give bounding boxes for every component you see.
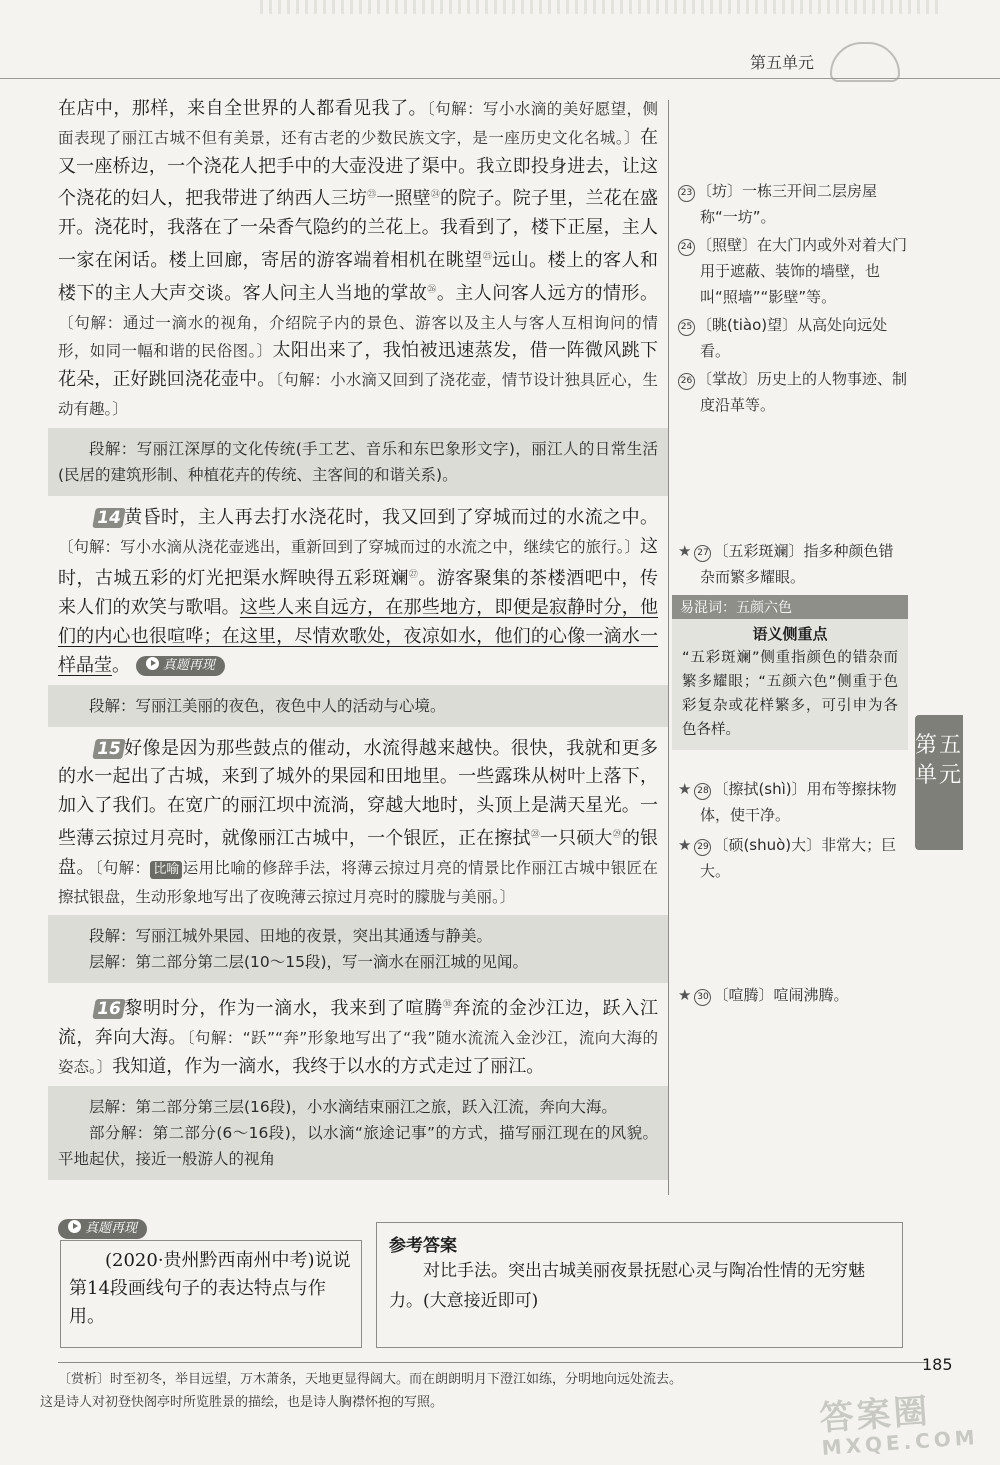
unit-title: 第五单元	[750, 53, 815, 72]
play-icon	[146, 657, 159, 670]
paragraph-analysis-box: 段解：写丽江美丽的夜色，夜色中人的活动与心境。	[48, 685, 668, 727]
sentence-note: 〔句解：	[94, 858, 151, 877]
exam-answer	[376, 1222, 903, 1348]
paragraph-16: 16黎明时分，作为一滴水，我来到了喧腾$^㉚$奔流的金沙江边，跃入江流，奔向大海。〔句解：“跃”“奔”形象地写出了“我”随水流流入金沙江，流向大海的姿态。〕我知道，作为一滴水，我终于以水的方式走过了丽江。	[58, 998, 659, 1077]
underlined-sentence: 这些人来自远方，在那些地方，即便是寂静时分，他们的内心也很喧哗；在这里，尽情欢歌处，夜凉如水，他们的心像一滴水一样晶莹	[58, 597, 658, 676]
footnote-ref-25[interactable]: ㉕	[482, 251, 493, 262]
footnote-ref-26[interactable]: ㉖	[427, 284, 437, 295]
exam-recall-header[interactable]: 真题再现	[58, 1218, 147, 1239]
confusable-word-subtitle: 语义侧重点	[752, 625, 828, 643]
footnote-27: ★ 27 〔五彩斑斓〕指多种颜色错杂而繁多耀眼。	[678, 542, 894, 586]
paragraph-analysis-box: 段解：写丽江城外果园、田地的夜景，突出其通透与静美。 层解：第二部分第二层(10～15段)，写一滴水在丽江城的见闻。	[48, 915, 668, 983]
confusable-word-box	[672, 595, 908, 750]
paragraph-13-continued: 在店中，那样，来自全世界的人都看见我了。〔句解：写小水滴的美好愿望，侧面表现了丽江古城不但有美景，还有古老的少数民族文字，是一座历史文化名城。〕在又一座桥边，一个浇花人把手中的大壶没进了渠中。我立即投身进去，让这个浇花的妇人，把我带进了纳西人三坊$^㉓$一照壁$^㉔$的院子。院子里，兰花在盛开。浇花时，我落在了一朵香气隐约的兰花上。我看到了，楼下正屋，主人一家在闲话。楼上回廊，寄居的游客端着相机在眺望$^㉕$远山。楼上的客人和楼下的主人大声交谈。客人问主人当地的掌故$^㉖$。主人问客人远方的情形。〔句解：通过一滴水的视角，介绍院子内的景色、游客以及主人与客人互相询问的情形，如同一幅和谐的民俗图。〕太阳出来了，我怕被迅速蒸发，借一阵微风跳下花朵，正好跳回浇花壶中。〔句解：小水滴又回到了浇花壶，情节设计独具匠心，生动有趣。〕	[58, 98, 658, 418]
star-icon: ★	[678, 986, 692, 1004]
footer-rule	[58, 1362, 928, 1363]
footnote-24: 24 〔照壁〕在大门内或外对着大门用于遮蔽、装饰的墙壁，也叫“照墙”“影壁”等。	[678, 232, 908, 310]
answer-title: 参考答案	[389, 1236, 457, 1256]
footnote-26: 26 〔掌故〕历史上的人物事迹、制度沿革等。	[678, 366, 908, 418]
rhetoric-badge: 比喻	[150, 861, 182, 879]
paragraph-15: 15好像是因为那些鼓点的催动，水流得越来越快。很快，我就和更多的水一起出了古城，来到了城外的果园和田地里。一些露珠从树叶上落下，加入了我们。在宽广的丽江坝中流淌，穿越大地时，头顶上是满天星光。一些薄云掠过月亮时，就像丽江古城中，一个银匠，正在擦拭$^㉘$一只硕大$^㉙$的银盘。〔句解： 比喻 运用比喻的修辞手法，将薄云掠过月亮的情景比作丽江古城中银匠在擦拭银盘，生动形象地写出了夜晚薄云掠过月亮时的朦胧与美丽。〕	[58, 737, 658, 906]
footnote-ref-29[interactable]: ㉙	[612, 829, 622, 840]
star-icon: ★	[678, 836, 692, 854]
exam-recall-tag[interactable]: 真题再现	[136, 656, 225, 676]
scan-noise	[260, 0, 940, 14]
watermark-logo: 答案圈 MXQE.COM	[818, 1391, 980, 1460]
page-number: 185	[922, 1355, 953, 1374]
footnote-23: 23 〔坊〕一栋三开间二层房屋称“一坊”。	[678, 178, 908, 230]
star-icon: ★	[678, 542, 692, 560]
sentence-note: 〔句解：写小水滴的美好愿望，侧面表现了丽江古城不但有美景，还有古老的少数民族文字，是一座历史文化名城。〕	[58, 100, 658, 147]
sentence-note: 〔句解：“跃”“奔”形象地写出了“我”随水流流入金沙江，流向大海的姿态。〕	[58, 1029, 659, 1076]
paragraph-14: 14黄昏时，主人再去打水浇花时，我又回到了穿城而过的水流之中。〔句解：写小水滴从浇花壶逃出，重新回到了穿城而过的水流之中，继续它的旅行。〕这时，古城五彩的灯光把渠水辉映得五彩斑斓$^㉗$。游客聚集的茶楼酒吧中，传来人们的欢笑与歌唱。这些人来自远方，在那些地方，即便是寂静时分，他们的内心也很喧哗；在这里，尽情欢歌处，夜凉如水，他们的心像一滴水一样晶莹。 真题再现	[58, 506, 658, 676]
header-rule	[0, 78, 1000, 79]
layer-analysis-box: 层解：第二部分第三层(16段)，小水滴结束丽江之旅，跃入江流，奔向大海。 部分解：第二部分(6～16段)，以水滴“旅途记事”的方式，描写丽江现在的风貌。平地起伏，接近一般游人的视角	[48, 1086, 668, 1180]
footnote-30: ★ 30 〔喧腾〕喧闹沸腾。	[678, 986, 849, 1004]
footer-appreciation: 〔赏析〕时至初冬，举目远望，万木萧条，天地更显得阔大。而在朗朗明月下澄江如练，分明地向远处流去。 这是诗人对初登快阁亭时所览胜景的描绘，也是诗人胸襟怀抱的写照。	[40, 1372, 683, 1410]
exam-section	[58, 1218, 903, 1348]
sentence-note: 〔句解：小水滴又回到了浇花壶，情节设计独具匠心，生动有趣。〕	[58, 371, 658, 418]
main-column	[58, 95, 658, 1188]
play-icon	[68, 1220, 81, 1233]
footnote-ref-24[interactable]: ㉔	[430, 190, 440, 201]
sidebar-note-30	[678, 982, 908, 1008]
sidebar-notes-mid	[678, 776, 908, 884]
unit-side-tab[interactable]: 第五单元	[915, 715, 963, 850]
paragraph-analysis-box: 段解：写丽江深厚的文化传统(手工艺、音乐和东巴象形文字)，丽江人的日常生活(民居的建筑形制、种植花卉的传统、主客间的和谐关系)。	[48, 428, 668, 496]
confusable-word-body: “五彩斑斓”侧重指颜色的错杂而繁多耀眼；“五颜六色”侧重于色彩复杂或花样繁多，可引申为各色各样。	[682, 650, 898, 738]
footnote-ref-30[interactable]: ㉚	[442, 1000, 453, 1011]
footnote-25: 25 〔眺(tiào)望〕从高处向远处看。	[678, 312, 908, 364]
sidebar-note-27	[678, 538, 908, 590]
sidebar-notes-top	[678, 178, 908, 418]
footnote-28: ★ 28 〔擦拭(shì)〕用布等擦抹物体，使干净。	[678, 780, 897, 824]
footnote-ref-23[interactable]: ㉓	[367, 190, 377, 201]
answer-text: 对比手法。突出古城美丽夜景抚慰心灵与陶冶性情的无穷魅力。(大意接近即可)	[389, 1261, 865, 1311]
sentence-note: 〔句解：通过一滴水的视角，介绍院子内的景色、游客以及主人与客人互相询问的情形，如同一幅和谐的民俗图。〕	[58, 313, 658, 361]
paragraph-number: 15	[92, 739, 125, 759]
footnote-ref-28[interactable]: ㉘	[530, 829, 540, 840]
paragraph-number: 16	[92, 999, 125, 1019]
footnote-ref-27[interactable]: ㉗	[408, 570, 419, 581]
sentence-note: 运用比喻的修辞手法，将薄云掠过月亮的情景比作丽江古城中银匠在擦拭银盘，生动形象地写出了夜晚薄云掠过月亮时的朦胧与美丽。〕	[58, 858, 658, 906]
footnote-29: ★ 29 〔硕(shuò)大〕非常大；巨大。	[678, 836, 897, 880]
ornament-icon	[830, 42, 900, 82]
paragraph-number: 14	[92, 508, 125, 528]
sentence-note: 〔句解：写小水滴从浇花壶逃出，重新回到了穿城而过的水流之中，继续它的旅行。〕	[58, 537, 640, 556]
star-icon: ★	[678, 780, 692, 798]
confusable-word-header: 易混词：五颜六色	[672, 595, 908, 619]
page-header	[0, 0, 1000, 95]
exam-question: (2020·贵州黔西南州中考)说说第14段画线句子的表达特点与作用。	[60, 1240, 362, 1348]
column-divider	[668, 100, 669, 1195]
